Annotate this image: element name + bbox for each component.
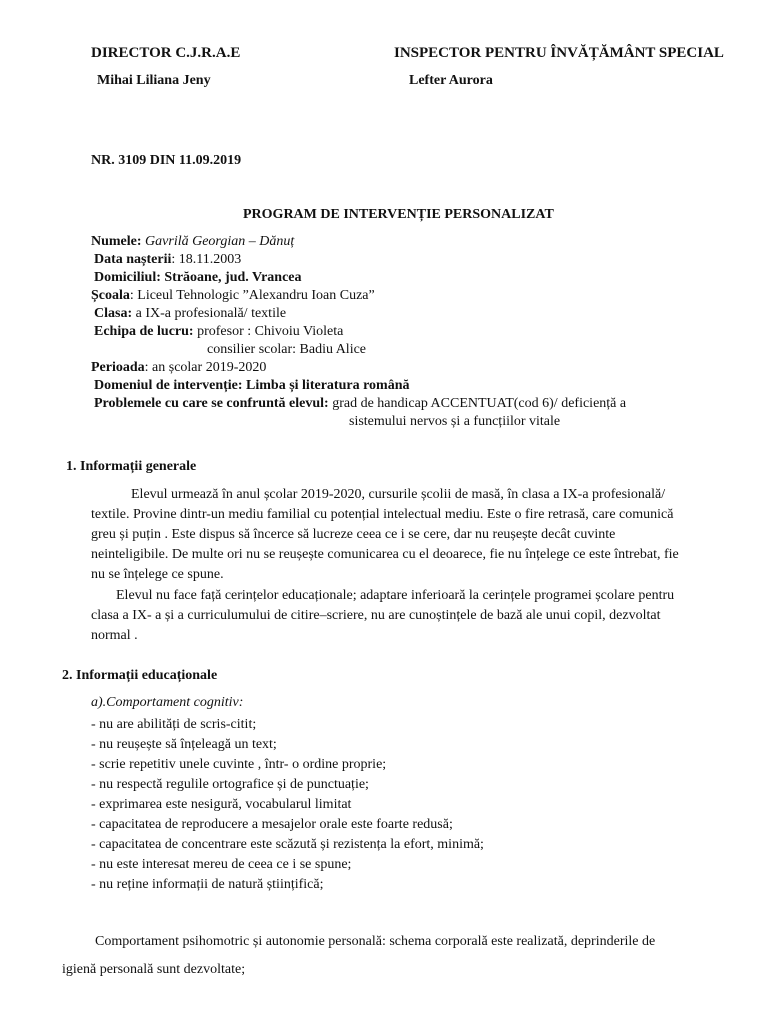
list-item: - nu reține informații de natură științifică;	[91, 877, 324, 892]
field-problems	[94, 396, 626, 412]
field-dob-label: Data nașterii	[94, 252, 172, 267]
field-class-value: a IX-a profesională/ textile	[132, 306, 287, 321]
director-name: Mihai Liliana Jeny	[97, 73, 211, 88]
list-item: - scrie repetitiv unele cuvinte , într- o ordine proprie;	[91, 757, 387, 772]
section1-p1-line: greu și puțin . Este dispus să încerce să lucreze ceea ce i se cere, dar nu reușește decât cuvinte	[91, 527, 616, 542]
section1-p1-line: Elevul urmează în anul școlar 2019-2020, cursurile școlii de masă, în clasa a IX-a profesională/	[131, 487, 666, 502]
field-name-label: Numele:	[91, 234, 142, 249]
field-dob	[94, 252, 241, 268]
field-team-line2: consilier scolar: Badiu Alice	[207, 342, 367, 357]
document-title: PROGRAM DE INTERVENȚIE PERSONALIZAT	[243, 207, 554, 222]
section1-paragraph2	[91, 586, 731, 646]
section1-p2-line: clasa a IX- a și a curriculumului de citire–scriere, nu are cunoștințele de bază ale unui copil, dezvoltat	[91, 608, 661, 623]
field-period-label: Perioada	[91, 360, 145, 375]
section2-p3-line: igienă personală sunt dezvoltate;	[62, 962, 246, 977]
cognitive-list	[91, 715, 484, 895]
field-address: Domiciliul: Străoane, jud. Vrancea	[94, 270, 302, 285]
field-domain: Domeniul de intervenție: Limba și literatura română	[94, 378, 410, 393]
field-name	[91, 234, 294, 250]
field-dob-value: : 18.11.2003	[171, 252, 242, 267]
section2-p3-line: Comportament psihomotric și autonomie personală: schema corporală este realizată, deprinderile de	[95, 934, 656, 949]
field-team-label: Echipa de lucru:	[94, 324, 194, 339]
section1-p2-line: normal .	[91, 628, 138, 643]
section1-p1-line: neinteligibile. De multe ori nu se reușește comunicarea cu el deoarece, fie nu înțelege ce este întrebat, fie	[91, 547, 679, 562]
field-school-label: Școala	[91, 288, 130, 303]
section1-p1-line: textile. Provine dintr-un mediu familial cu potențial intelectual mediu. Este o fire retrasă, care comunică	[91, 507, 674, 522]
list-item: - capacitatea de reproducere a mesajelor orale este foarte redusă;	[91, 817, 453, 832]
field-problems-line1: grad de handicap ACCENTUAT(cod 6)/ deficiență a	[328, 396, 627, 411]
section2-heading: 2. Informații educaționale	[62, 668, 218, 683]
field-period-value: : an școlar 2019-2020	[144, 360, 267, 375]
list-item: - nu reușește să înțeleagă un text;	[91, 737, 277, 752]
inspector-name: Lefter Aurora	[409, 73, 493, 88]
section1-p2-line: Elevul nu face față cerințelor educaționale; adaptare inferioară la cerințele programei școlare pentru	[116, 588, 675, 603]
list-item: - nu respectă regulile ortografice și de punctuație;	[91, 777, 369, 792]
field-period	[91, 360, 266, 376]
list-item: - capacitatea de concentrare este scăzută și rezistența la efort, minimă;	[91, 837, 484, 852]
field-team-line1: profesor : Chivoiu Violeta	[193, 324, 344, 339]
section1-paragraph1	[91, 485, 731, 585]
inspector-title: INSPECTOR PENTRU ÎNVĂȚĂMÂNT SPECIAL	[394, 45, 724, 61]
field-problems-label: Problemele cu care se confruntă elevul:	[94, 396, 329, 411]
section2-subheading: a).Comportament cognitiv:	[91, 695, 244, 710]
field-school	[91, 288, 375, 304]
director-title: DIRECTOR C.J.R.A.E	[91, 45, 241, 61]
field-class-label: Clasa:	[94, 306, 133, 321]
section2-paragraph3	[62, 928, 722, 984]
field-team	[94, 324, 343, 340]
list-item: - nu este interesat mereu de ceea ce i se spune;	[91, 857, 352, 872]
field-problems-line2: sistemului nervos și a funcțiilor vitale	[349, 414, 561, 429]
section1-p1-line: nu se înțelege ce spune.	[91, 567, 224, 582]
field-class	[94, 306, 286, 322]
registration-number: NR. 3109 DIN 11.09.2019	[91, 153, 242, 168]
section1-heading: 1. Informații generale	[66, 459, 197, 474]
field-name-value: Gavrilă Georgian – Dănuț	[145, 234, 295, 249]
list-item: - nu are abilități de scris-citit;	[91, 717, 257, 732]
list-item: - exprimarea este nesigură, vocabularul limitat	[91, 797, 352, 812]
field-school-value: : Liceul Tehnologic ”Alexandru Ioan Cuza”	[129, 288, 375, 303]
